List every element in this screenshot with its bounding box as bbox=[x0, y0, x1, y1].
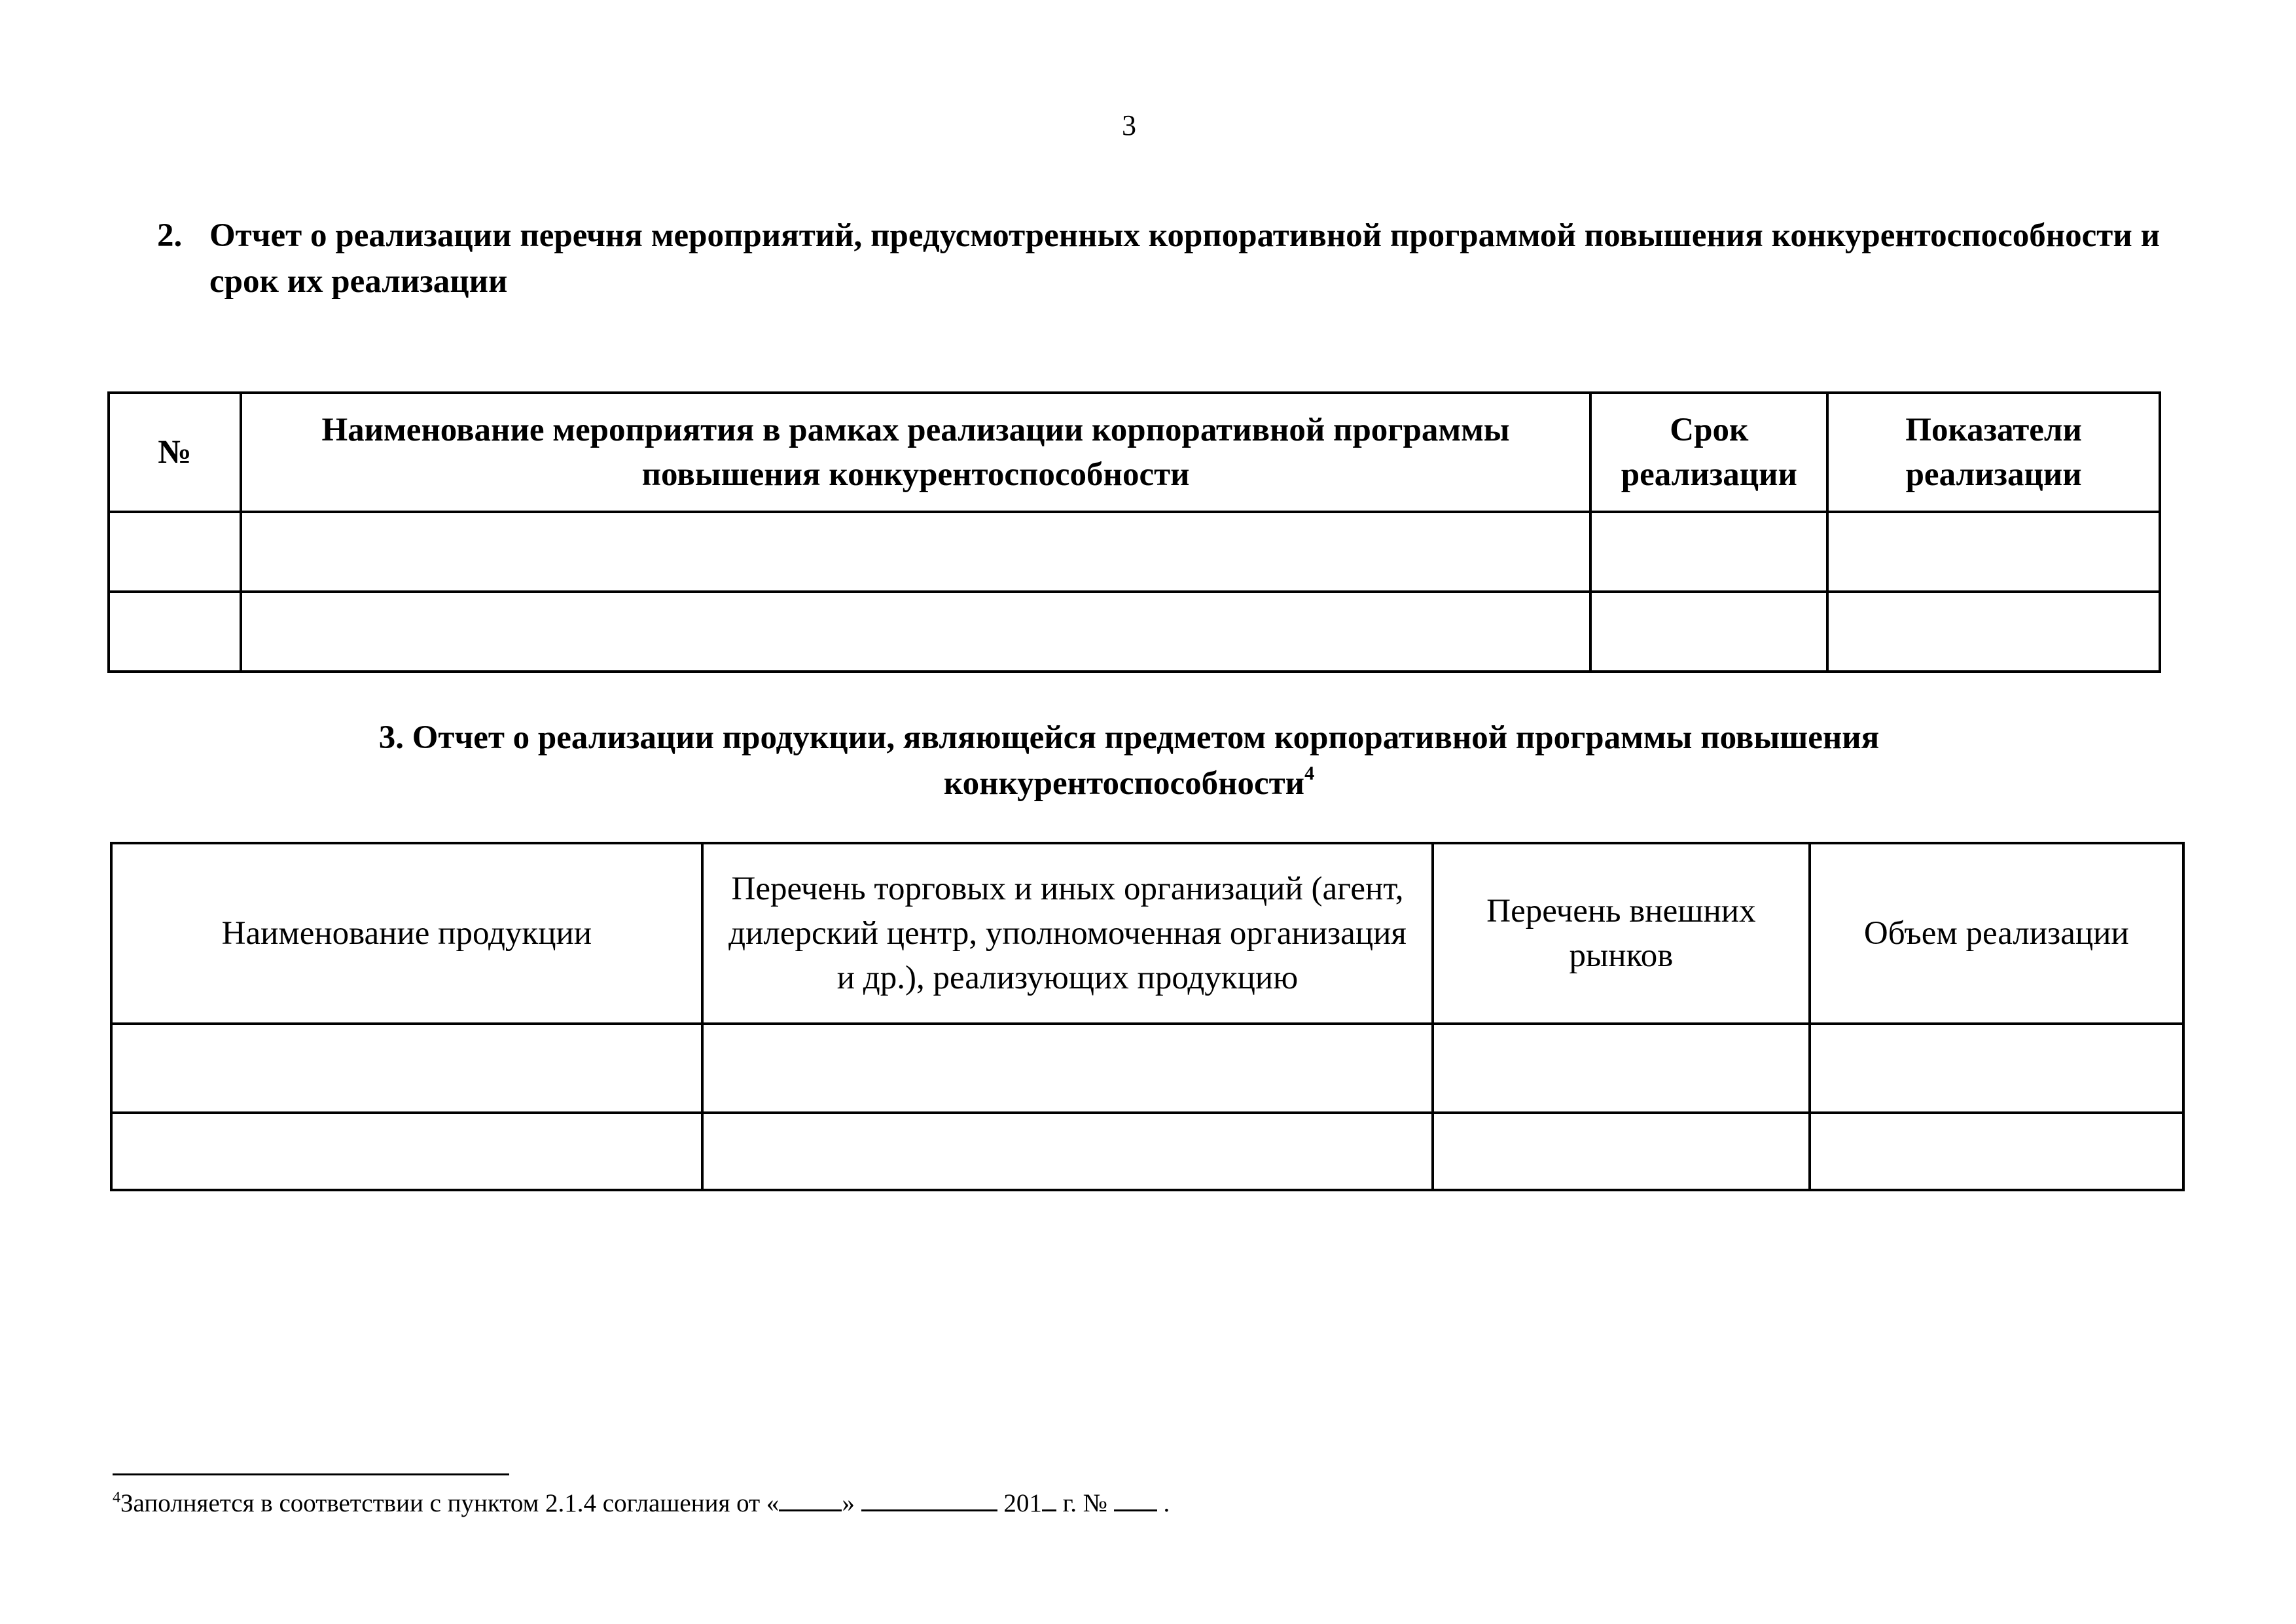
header-sales-volume: Объем реализации bbox=[1810, 843, 2183, 1024]
table-cell[interactable] bbox=[109, 512, 241, 592]
table-cell[interactable] bbox=[702, 1024, 1433, 1113]
product-sales-table bbox=[110, 842, 2185, 1191]
table-header-row bbox=[109, 393, 2160, 512]
table-cell[interactable] bbox=[241, 512, 1591, 592]
header-product-name: Наименование продукции bbox=[111, 843, 702, 1024]
footnote-year-prefix: 201 bbox=[1003, 1489, 1042, 1517]
footnote bbox=[113, 1487, 1170, 1518]
footnote-divider bbox=[113, 1473, 509, 1475]
table-cell[interactable] bbox=[1433, 1024, 1809, 1113]
table-cell[interactable] bbox=[1827, 512, 2160, 592]
table-row bbox=[111, 1024, 2183, 1113]
section-3-number: 3. bbox=[378, 719, 404, 756]
table-cell[interactable] bbox=[1810, 1024, 2183, 1113]
header-deadline: Срок реализации bbox=[1590, 393, 1827, 512]
footnote-text: Заполняется в соответствии с пунктом 2.1.4 соглашения от « bbox=[120, 1489, 780, 1517]
header-measure-name: Наименование мероприятия в рамках реализации корпоративной программы повышения конкурентоспособности bbox=[241, 393, 1591, 512]
footnote-reference: 4 bbox=[1304, 763, 1315, 784]
table-cell[interactable] bbox=[1433, 1113, 1809, 1190]
header-organizations: Перечень торговых и иных организаций (агент, дилерский центр, уполномоченная организация и др.), реализующих продукцию bbox=[702, 843, 1433, 1024]
table-cell[interactable] bbox=[1827, 592, 2160, 672]
header-external-markets: Перечень внешних рынков bbox=[1433, 843, 1809, 1024]
month-blank[interactable] bbox=[861, 1487, 997, 1511]
section-2-number: 2. bbox=[157, 217, 183, 254]
day-blank[interactable] bbox=[779, 1487, 842, 1511]
table-cell[interactable] bbox=[111, 1024, 702, 1113]
footnote-marker: 4 bbox=[113, 1489, 120, 1506]
table-row bbox=[111, 1113, 2183, 1190]
table-row bbox=[109, 512, 2160, 592]
table-cell[interactable] bbox=[111, 1113, 702, 1190]
table-cell[interactable] bbox=[109, 592, 241, 672]
page-number: 3 bbox=[1122, 109, 1136, 141]
footnote-end: . bbox=[1163, 1489, 1170, 1517]
footnote-year-suffix: г. № bbox=[1056, 1489, 1107, 1517]
footnote-quote-close: » bbox=[842, 1489, 855, 1517]
section-3-heading bbox=[0, 715, 2258, 806]
year-blank[interactable] bbox=[1042, 1487, 1056, 1511]
number-blank[interactable] bbox=[1114, 1487, 1157, 1511]
measures-table bbox=[107, 391, 2161, 673]
table-cell[interactable] bbox=[241, 592, 1591, 672]
table-header-row bbox=[111, 843, 2183, 1024]
section-3-title: Отчет о реализации продукции, являющейся предметом корпоративной программы повышения конкурентоспособности bbox=[412, 719, 1880, 802]
header-number: № bbox=[109, 393, 241, 512]
header-indicators: Показатели реализации bbox=[1827, 393, 2160, 512]
section-2-heading bbox=[157, 213, 2160, 304]
table-cell[interactable] bbox=[702, 1113, 1433, 1190]
table-cell[interactable] bbox=[1810, 1113, 2183, 1190]
section-2-title: Отчет о реализации перечня мероприятий, предусмотренных корпоративной программой повышения конкурентоспособности и срок их реализации bbox=[209, 217, 2160, 300]
table-cell[interactable] bbox=[1590, 512, 1827, 592]
table-cell[interactable] bbox=[1590, 592, 1827, 672]
table-row bbox=[109, 592, 2160, 672]
